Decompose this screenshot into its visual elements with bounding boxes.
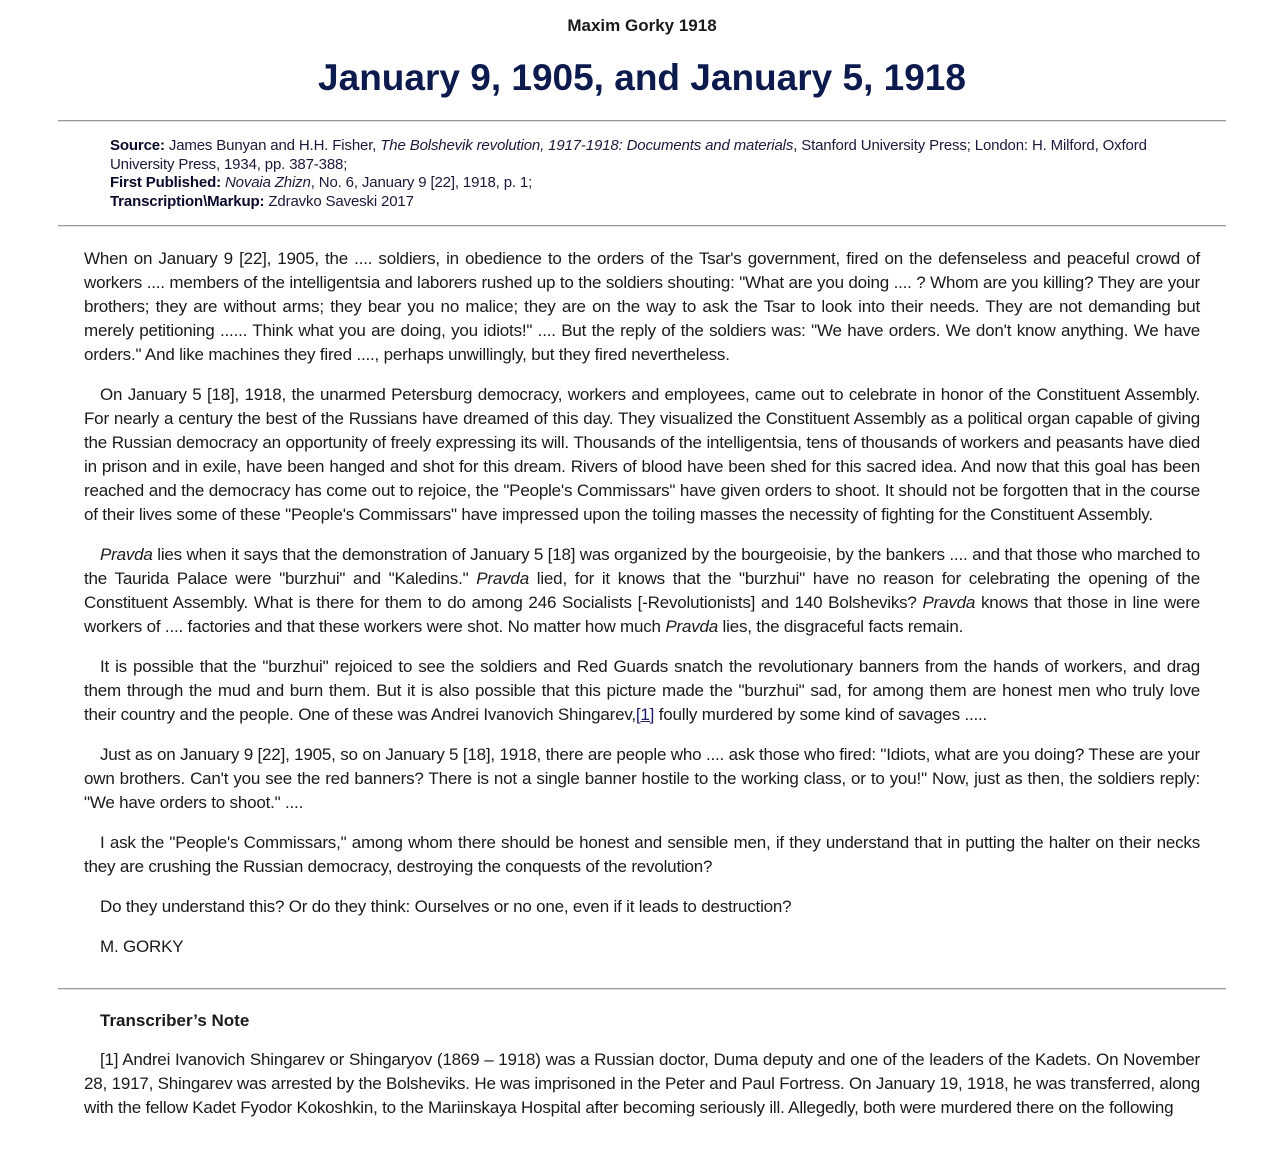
paragraph-6: I ask the "People's Commissars," among whom there should be honest and sensible men, if they understand that in putting the halter on their necks they are crushing the Russian democracy, destroying the conquests of the revolution? xyxy=(84,833,1200,876)
paragraph-7: Do they understand this? Or do they think: Ourselves or no one, even if it leads to destruction? xyxy=(100,897,792,916)
source-label: Source: xyxy=(110,137,165,154)
pravda-mention: Pravda xyxy=(100,545,153,564)
first-published-details: , No. 6, January 9 [22], 1918, p. 1; xyxy=(310,174,533,191)
first-published-label: First Published: xyxy=(110,174,221,191)
paragraph-3-text: lies, the disgraceful facts remain. xyxy=(718,617,964,636)
transcription-line xyxy=(110,193,1174,212)
paragraph-3-text: lied, for it knows that the "burzhui" have no reason for celebrating the opening of the Constituent Assembly. What is there for them to do among 246 Socialists [-Revolutionists] and 140 Bolsheviks? xyxy=(84,569,1200,612)
paragraph-4-text: It is possible that the "burzhui" rejoiced to see the soldiers and Red Guards snatch the revolutionary banners from the hands of workers, and drag them through the mud and burn them. But it is also possible that this picture made the "burzhui" sad, for among them are honest men who truly love their country and the people. One of these was Andrei Ivanovich Shingarev, xyxy=(84,657,1200,724)
paragraph-5: Just as on January 9 [22], 1905, so on January 5 [18], 1918, there are people who .... ask those who fired: "Idiots, what are you doing? These are your own brothers. Can't you see the red banners? There is not a single banner hostile to the working class, or to you!" Now, just as then, the soldiers reply: "We have orders to shoot." .... xyxy=(84,745,1200,812)
paragraph-4 xyxy=(84,655,1200,727)
source-book-title: The Bolshevik revolution, 1917-1918: Documents and materials xyxy=(380,137,794,154)
divider xyxy=(58,120,1226,122)
footnote-link[interactable]: [1] xyxy=(635,705,655,724)
source-info xyxy=(110,137,1174,211)
paragraph-3-text: knows that those in line were workers of .... factories and that these workers were shot. No matter how much xyxy=(84,593,1200,636)
first-published-line xyxy=(110,174,1174,193)
transcription-label: Transcription\Markup: xyxy=(110,192,265,210)
pravda-mention: Pravda xyxy=(922,593,976,612)
transcriber-note-text: [1] Andrei Ivanovich Shingarev or Shingaryov (1869 – 1918) was a Russian doctor, Duma deputy and one of the leaders of the Kadets. On November 28, 1917, Shingarev was arrested by the Bolsheviks. He was imprisoned in the Peter and Paul Fortress. On January 19, 1918, he was transferred, along with the fellow Kadet Fyodor Kokoshkin, to the Mariinskaya Hospital after becoming seriously ill. Allegedly, both were murdered there on the following xyxy=(84,1050,1200,1117)
source-line xyxy=(110,137,1174,174)
paragraph-1: When on January 9 [22], 1905, the .... soldiers, in obedience to the orders of the Tsar's government, fired on the defenseless and peaceful crowd of workers .... members of the intelligentsia and laborers rushed up to the soldiers shouting: "What are you doing .... ? Whom are you killing? They are your brothers; they are without arms; they bear you no malice; they are on the way to ask the Tsar to look into their needs. They are not demanding but merely petitioning ...... Think what you are doing, you idiots!" .... But the reply of the soldiers was: "We have orders. We don't know anything. We have orders." And like machines they fired ...., perhaps unwillingly, but they fired nevertheless. xyxy=(84,249,1200,364)
author-year-heading: Maxim Gorky 1918 xyxy=(567,16,717,35)
article-body xyxy=(84,247,1200,959)
divider xyxy=(58,988,1226,990)
paragraph-3 xyxy=(84,543,1200,639)
source-publisher: , Stanford University Press; London: H. Milford, Oxford University Press, 1934, pp. 387-388; xyxy=(110,137,1147,173)
pravda-mention: Pravda xyxy=(665,617,719,636)
divider xyxy=(58,225,1226,227)
paragraph-4-text: foully murdered by some kind of savages ..... xyxy=(654,705,988,724)
source-authors: James Bunyan and H.H. Fisher, xyxy=(168,137,377,154)
pravda-mention: Pravda xyxy=(476,569,529,588)
paragraph-3-text: lies when it says that the demonstration of January 5 [18] was organized by the bourgeoisie, by the bankers .... and that those who marched to the Taurida Palace were "burzhui" and "Kaledins." xyxy=(84,545,1200,588)
transcription-value: Zdravko Saveski 2017 xyxy=(268,192,414,210)
page-title: January 9, 1905, and January 5, 1918 xyxy=(318,57,966,98)
first-published-publication: Novaia Zhizn xyxy=(224,174,311,191)
transcriber-note-heading: Transcriber’s Note xyxy=(100,1011,250,1030)
paragraph-2: On January 5 [18], 1918, the unarmed Petersburg democracy, workers and employees, came out to celebrate in honor of the Constituent Assembly. For nearly a century the best of the Russians have dreamed of this day. They visualized the Constituent Assembly as a political organ capable of giving the Russian democracy an opportunity of freely expressing its will. Thousands of the intelligentsia, tens of thousands of workers and peasants have died in prison and in exile, have been hanged and shot for this dream. Rivers of blood have been shed for this sacred idea. And now that this goal has been reached and the democracy has come out to rejoice, the "People's Commissars" have given orders to shoot. It should not be forgotten that in the course of their lives some of these "People's Commissars" have impressed upon the toiling masses the necessity of fighting for the Constituent Assembly. xyxy=(84,385,1200,524)
signature: M. GORKY xyxy=(100,937,184,956)
